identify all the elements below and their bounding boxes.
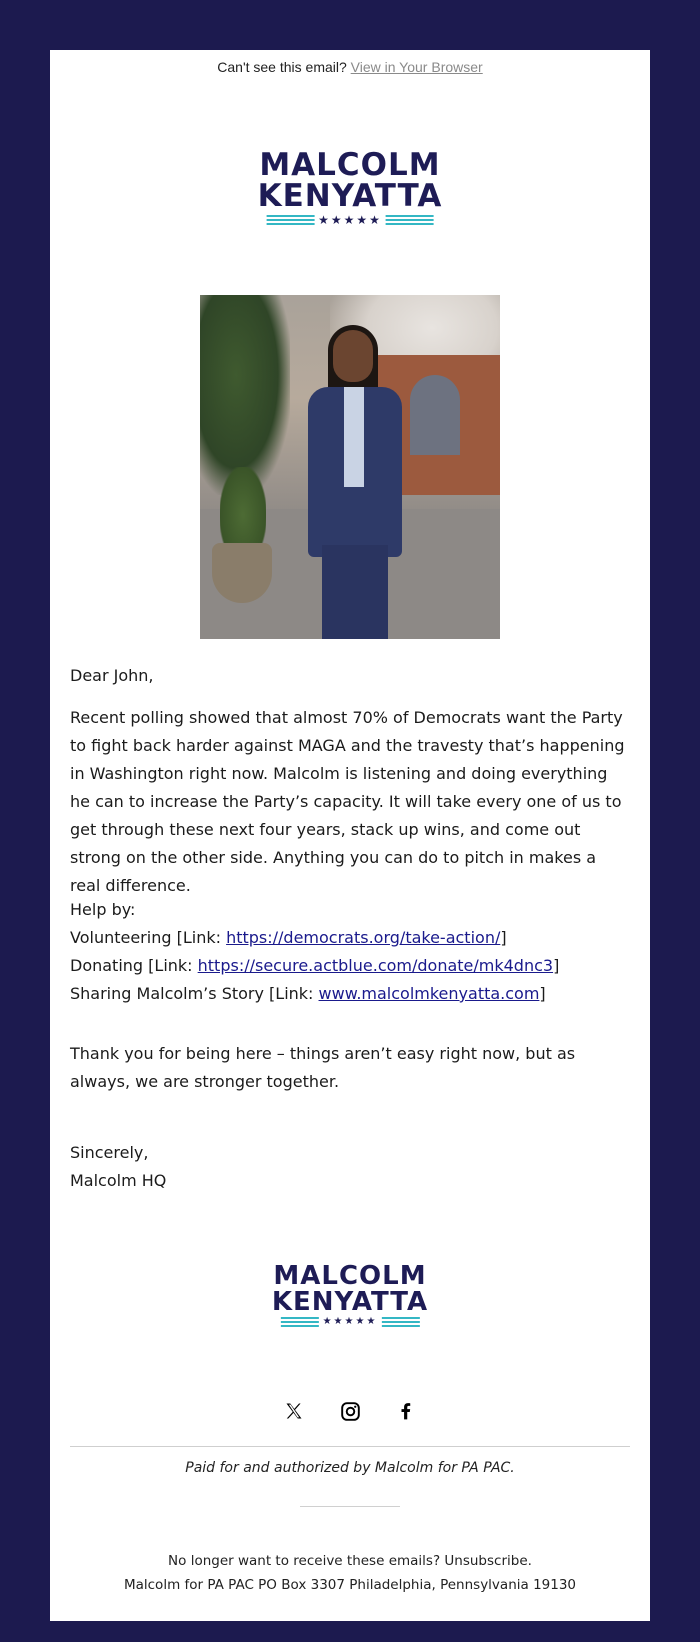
candidate-photo bbox=[200, 295, 500, 639]
greeting-text: Dear John, bbox=[70, 666, 154, 685]
logo-line-1: MALCOLM bbox=[259, 147, 441, 183]
volunteer-link[interactable]: https://democrats.org/take-action/ bbox=[226, 928, 501, 947]
preheader-text: Can't see this email? bbox=[217, 59, 347, 75]
social-links bbox=[50, 1400, 650, 1422]
help-intro: Help by: bbox=[70, 900, 136, 919]
footer-divider bbox=[70, 1446, 630, 1447]
help-section bbox=[70, 896, 630, 1008]
logo-line-2: KENYATTA bbox=[271, 1287, 429, 1317]
footer-logo[interactable] bbox=[272, 1263, 428, 1327]
signoff-line-1: Sincerely, bbox=[70, 1143, 149, 1162]
logo-line-2: KENYATTA bbox=[257, 178, 443, 214]
donate-link[interactable]: https://secure.actblue.com/donate/mk4dnc3 bbox=[197, 956, 554, 975]
unsubscribe-link[interactable]: No longer want to receive these emails? Unsubscribe. bbox=[168, 1553, 532, 1569]
view-in-browser-link[interactable]: View in Your Browser bbox=[350, 59, 483, 75]
facebook-icon[interactable] bbox=[395, 1400, 417, 1422]
thanks-paragraph bbox=[70, 1040, 630, 1096]
signoff bbox=[70, 1139, 630, 1195]
logo-stars: ★★★★★ bbox=[318, 213, 382, 227]
header-logo[interactable] bbox=[257, 147, 443, 227]
preheader bbox=[50, 59, 650, 75]
greeting bbox=[70, 662, 630, 690]
letter-paragraph bbox=[70, 704, 630, 900]
mailing-address: Malcolm for PA PAC PO Box 3307 Philadelphia, Pennsylvania 19130 bbox=[123, 1577, 577, 1593]
thanks-text: Thank you for being here – things aren’t easy right now, but as always, we are stronger together. bbox=[70, 1044, 576, 1091]
logo-star-bar bbox=[272, 1317, 428, 1327]
instagram-icon[interactable] bbox=[339, 1400, 361, 1422]
logo-star-bar bbox=[258, 214, 443, 226]
help-item-donate: Donating [Link: https://secure.actblue.com/donate/mk4dnc3] bbox=[70, 956, 560, 975]
paragraph-1: Recent polling showed that almost 70% of Democrats want the Party to fight back harder against MAGA and the travesty that’s happening in Washington right now. Malcolm is listening and doing everything he can to increase the Party’s capacity. It will take every one of us to get through these next four years, stack up wins, and come out strong on the other side. Anything you can do to pitch in makes a real difference. bbox=[70, 708, 625, 895]
help-item-volunteer: Volunteering [Link: https://democrats.org/take-action/] bbox=[70, 928, 507, 947]
logo-stars: ★★★★★ bbox=[322, 1316, 378, 1327]
footer bbox=[50, 1549, 650, 1597]
signoff-line-2: Malcolm HQ bbox=[70, 1171, 167, 1190]
share-link[interactable]: www.malcolmkenyatta.com bbox=[318, 984, 540, 1003]
help-item-share: Sharing Malcolm’s Story [Link: www.malcolmkenyatta.com] bbox=[70, 984, 546, 1003]
x-icon[interactable] bbox=[283, 1400, 305, 1422]
short-divider bbox=[300, 1506, 400, 1507]
logo-line-1: MALCOLM bbox=[273, 1261, 427, 1291]
paid-for-disclaimer: Paid for and authorized by Malcolm for PA PAC. bbox=[185, 1460, 515, 1476]
email-card bbox=[50, 50, 650, 1621]
